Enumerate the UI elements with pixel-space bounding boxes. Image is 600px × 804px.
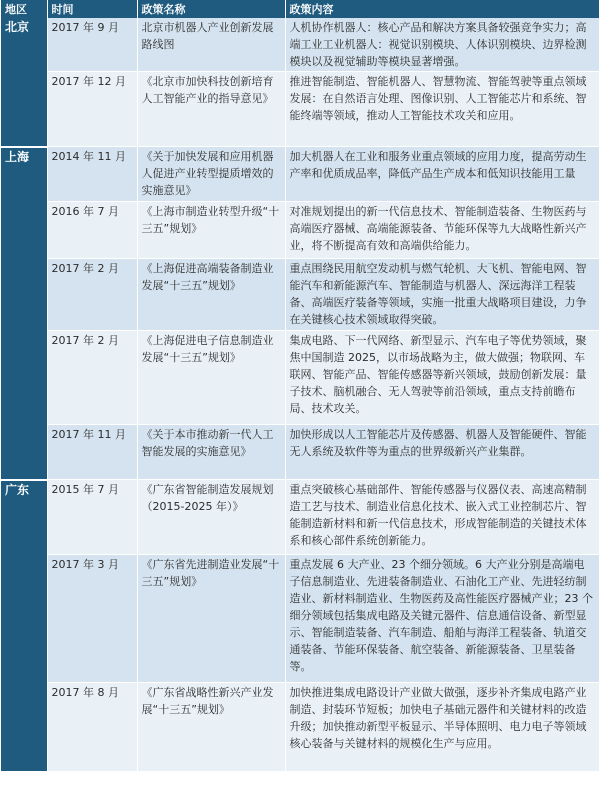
row-policy-content: 加快形成以人工智能芯片及传感器、机器人及智能硬件、智能无人系统及软件等为重点的世界级新兴产业集群。 bbox=[285, 425, 599, 480]
row-policy-name: 《广东省战略性新兴产业发展“十三五”规划》 bbox=[137, 683, 285, 772]
row-time: 2016 年 7 月 bbox=[47, 202, 137, 259]
header-region: 地区 bbox=[1, 0, 47, 18]
row-policy-name: 北京市机器人产业创新发展路线图 bbox=[137, 18, 285, 72]
row-policy-name: 《上海市制造业转型升级“十三五”规划》 bbox=[137, 202, 285, 259]
header-policy-content: 政策内容 bbox=[285, 0, 599, 18]
row-policy-name: 《关于加快发展和应用机器人促进产业转型提质增效的实施意见》 bbox=[137, 147, 285, 202]
row-policy-name: 《上海促进高端装备制造业发展“十三五”规划》 bbox=[137, 259, 285, 331]
row-policy-name: 《广东省先进制造业发展“十三五”规划》 bbox=[137, 555, 285, 683]
table-header-row bbox=[1, 0, 599, 18]
table-row bbox=[1, 147, 599, 202]
row-time: 2015 年 7 月 bbox=[47, 480, 137, 555]
header-time: 时间 bbox=[47, 0, 137, 18]
table-row bbox=[1, 555, 599, 683]
row-time: 2017 年 12 月 bbox=[47, 72, 137, 147]
row-time: 2017 年 11 月 bbox=[47, 425, 137, 480]
region-beijing: 北京 bbox=[1, 18, 47, 147]
row-policy-content: 推进智能制造、智能机器人、智慧物流、智能驾驶等重点领域发展：在自然语言处理、图像识别、人工智能芯片和系统、智能终端等领域，推动人工智能技术攻关和应用。 bbox=[285, 72, 599, 147]
row-policy-content: 人机协作机器人：核心产品和解决方案具备较强竞争实力；高端工业工业机器人：视觉识别模块、人体识别模块、边界检测模块以及视觉辅助等模块显著增强。 bbox=[285, 18, 599, 72]
region-guangdong: 广东 bbox=[1, 480, 47, 772]
row-time: 2017 年 2 月 bbox=[47, 259, 137, 331]
row-policy-content: 加大机器人在工业和服务业重点领域的应用力度，提高劳动生产率和优质成品率，降低产品生产成本和低知识技能用工量 bbox=[285, 147, 599, 202]
row-time: 2017 年 3 月 bbox=[47, 555, 137, 683]
row-policy-name: 《北京市加快科技创新培育人工智能产业的指导意见》 bbox=[137, 72, 285, 147]
row-policy-content: 加快推进集成电路设计产业做大做强，逐步补齐集成电路产业制造、封装环节短板；加快电子基础元器件和关键材料的改造升级；加快推动新型平板显示、半导体照明、电力电子等领域核心装备与关键材料的规模化生产与应用。 bbox=[285, 683, 599, 772]
table-row bbox=[1, 425, 599, 480]
table-row bbox=[1, 480, 599, 555]
row-time: 2017 年 9 月 bbox=[47, 18, 137, 72]
row-time: 2017 年 8 月 bbox=[47, 683, 137, 772]
table-row bbox=[1, 18, 599, 72]
row-policy-content: 对准规划提出的新一代信息技术、智能制造装备、生物医药与高端医疗器械、高端能源装备、节能环保等九大战略性新兴产业，将不断提高有效和高端供给能力。 bbox=[285, 202, 599, 259]
row-time: 2014 年 11 月 bbox=[47, 147, 137, 202]
row-policy-name: 《关于本市推动新一代人工智能发展的实施意见》 bbox=[137, 425, 285, 480]
row-policy-content: 重点围绕民用航空发动机与燃气轮机、大飞机、智能电网、智能汽车和新能源汽车、智能制造与机器人、深远海洋工程装备、高端医疗装备等领域，实施一批重大战略项目建设，力争在关键核心技术领域取得突破。 bbox=[285, 259, 599, 331]
row-time: 2017 年 2 月 bbox=[47, 331, 137, 425]
row-policy-name: 《广东省智能制造发展规划（2015-2025 年）》 bbox=[137, 480, 285, 555]
region-shanghai: 上海 bbox=[1, 147, 47, 480]
table-row bbox=[1, 259, 599, 331]
row-policy-name: 《上海促进电子信息制造业发展“十三五”规划》 bbox=[137, 331, 285, 425]
row-policy-content: 重点发展 6 大产业、23 个细分领域。6 大产业分别是高端电子信息制造业、先进装备制造业、石油化工产业、先进轻纺制造业、新材料制造业、生物医药及高性能医疗器械产业；23 个细分领域包括集成电路及关键元器件、信息通信设备、新型显示、智能制造装备、汽车制造、船舶与海洋工程装备、轨道交通装备、节能环保装备、航空装备、新能源装备、卫星装备等。 bbox=[285, 555, 599, 683]
table-row bbox=[1, 202, 599, 259]
row-policy-content: 重点突破核心基础部件、智能传感器与仪器仪表、高速高精制造工艺与技术、制造业信息化技术、嵌入式工业控制芯片、智能制造新材料和新一代信息技术，形成智能制造的关键技术体系和核心部件系统创新能力。 bbox=[285, 480, 599, 555]
row-policy-content: 集成电路、下一代网络、新型显示、汽车电子等优势领域，聚焦中国制造 2025，以市场战略为主，做大做强；物联网、车联网、智能产品、智能传感器等新兴领域，鼓励创新发展：量子技术、脑机融合、无人驾驶等前沿领域，重点支持前瞻布局、技术攻关。 bbox=[285, 331, 599, 425]
table-row bbox=[1, 72, 599, 147]
policy-table bbox=[1, 0, 600, 773]
table-row bbox=[1, 331, 599, 425]
header-policy-name: 政策名称 bbox=[137, 0, 285, 18]
table-row bbox=[1, 683, 599, 772]
